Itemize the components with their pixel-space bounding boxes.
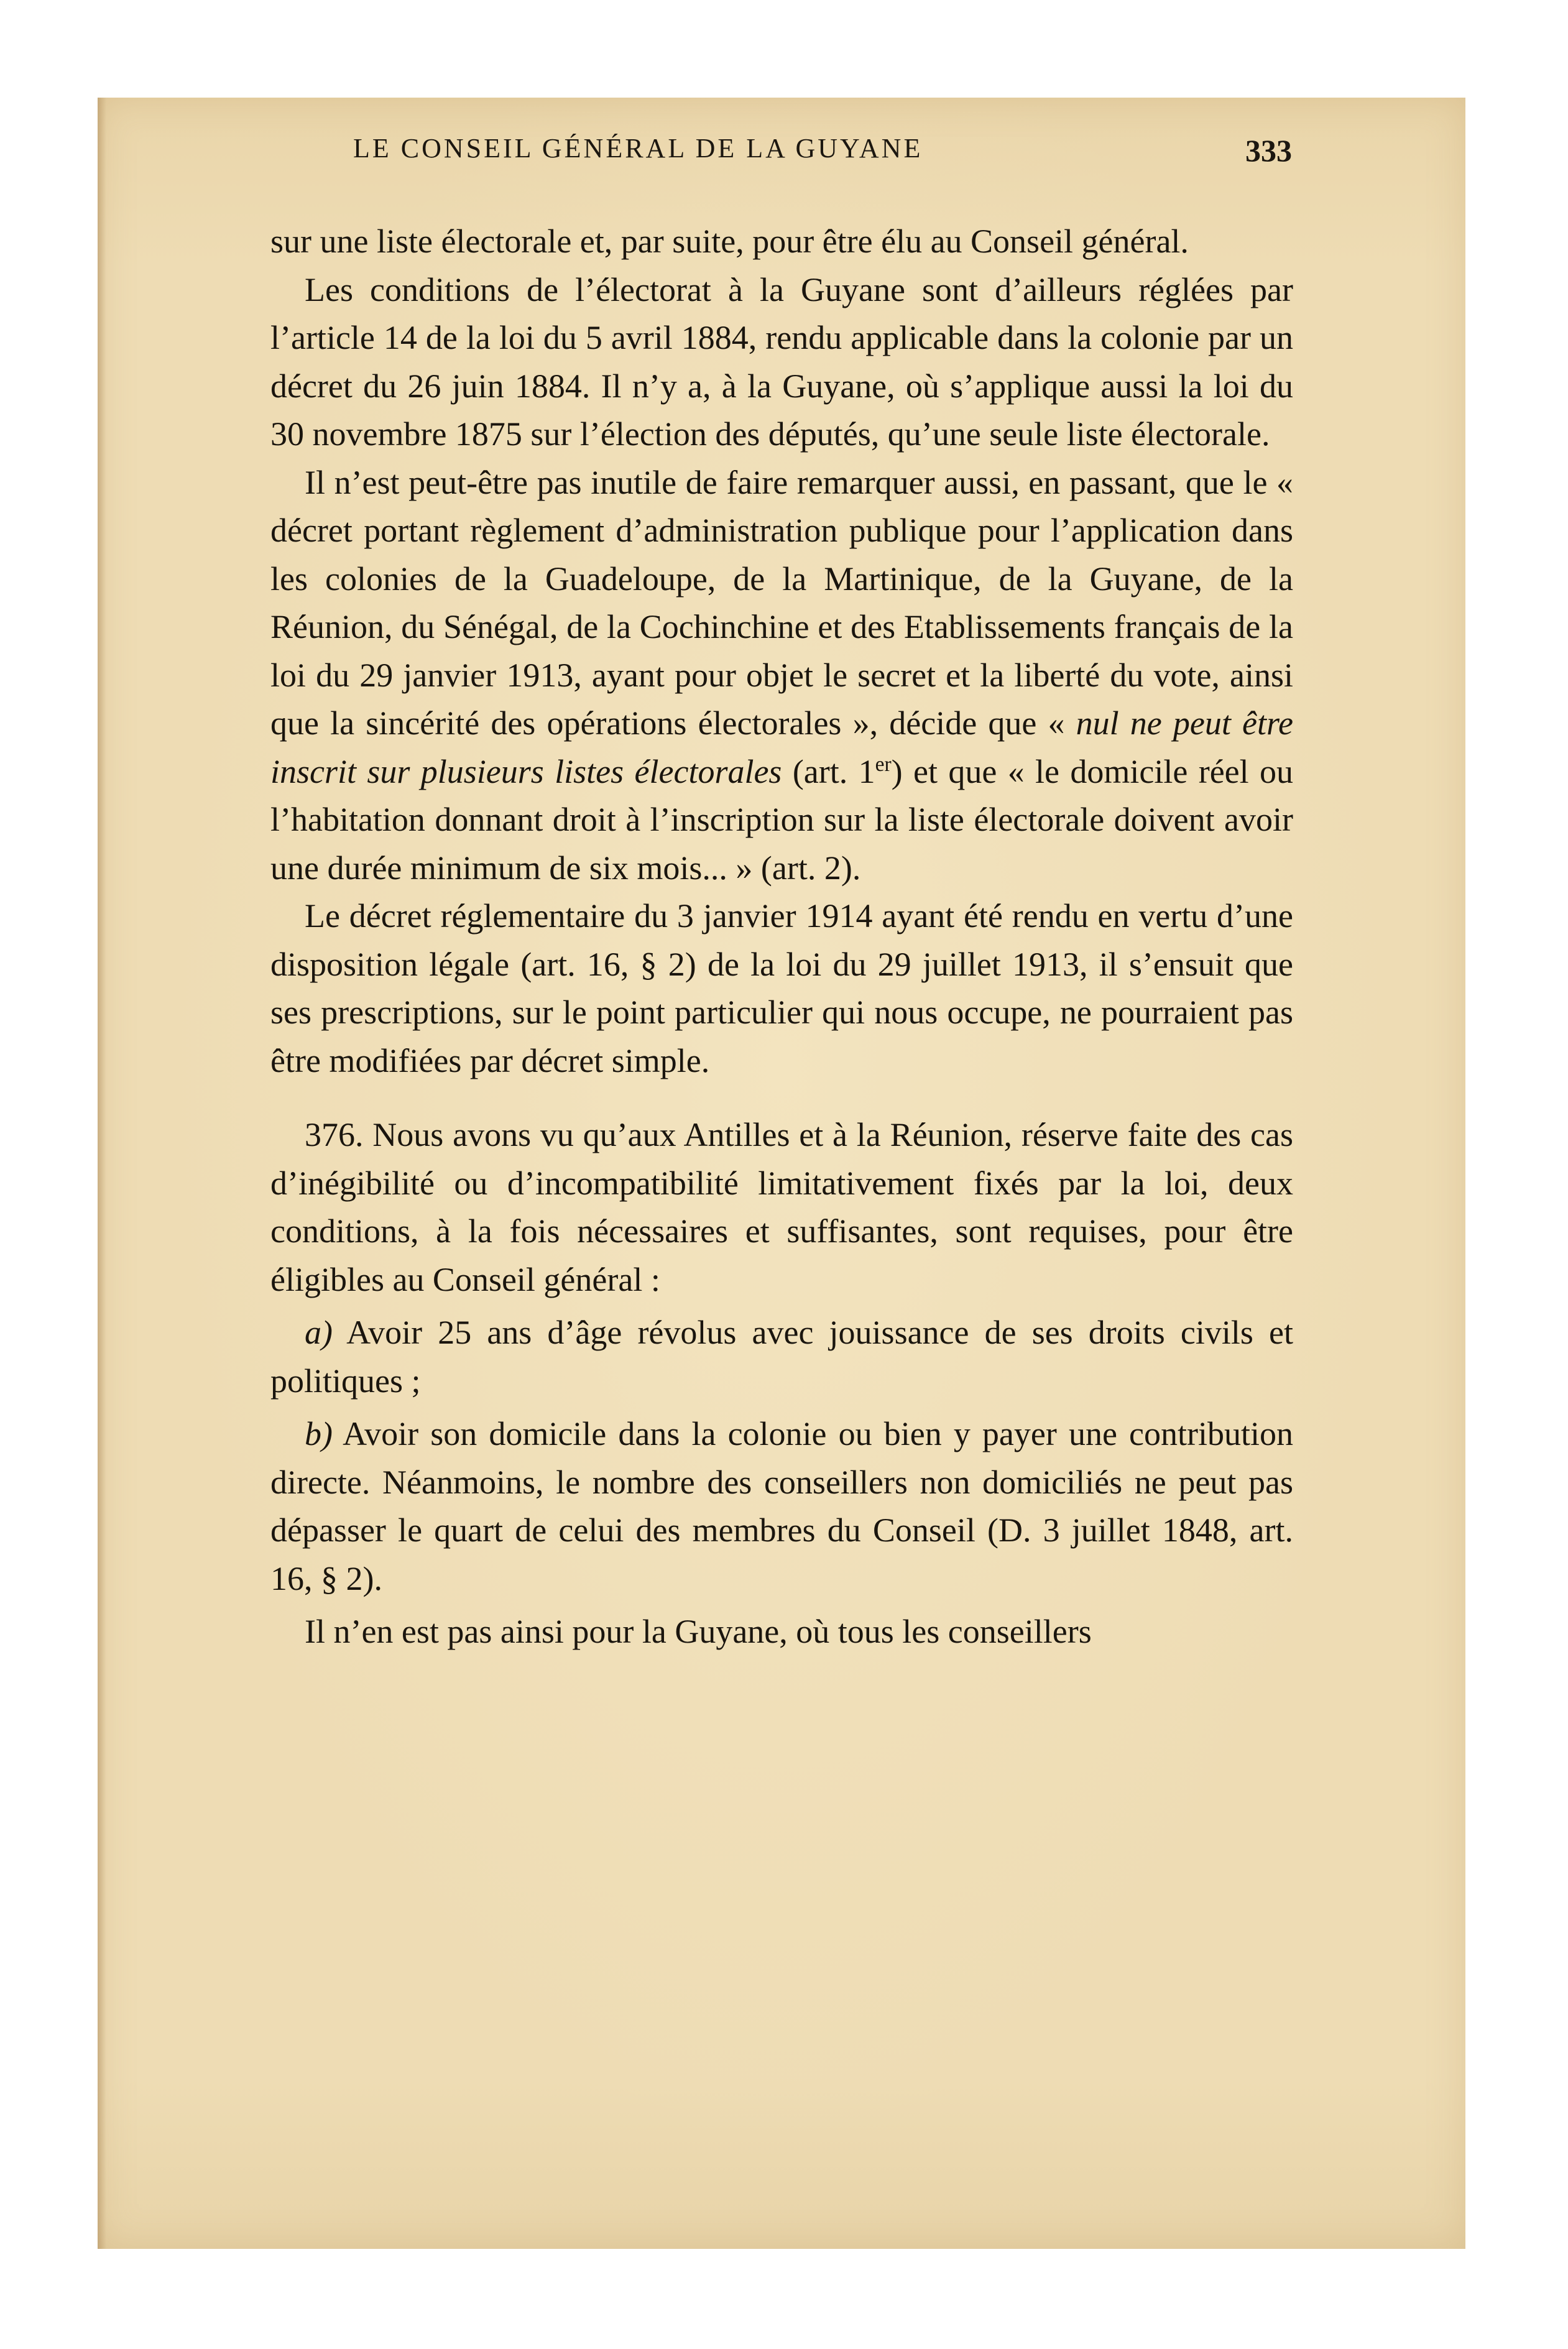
list-item-b-marker: b) — [305, 1415, 333, 1452]
page-header — [173, 132, 1292, 182]
body-text — [270, 218, 1293, 1656]
list-item-b — [270, 1410, 1293, 1603]
list-item-a-text: Avoir 25 ans d’âge révolus avec jouissance de ses droits civils et politiques ; — [270, 1314, 1293, 1400]
list-item-a-marker: a) — [305, 1314, 333, 1351]
paragraph-decret — [270, 459, 1293, 893]
running-head: LE CONSEIL GÉNÉRAL DE LA GUYANE — [353, 133, 923, 164]
paragraph-reglementaire: Le décret réglementaire du 3 janvier 1914 ayant été rendu en vertu d’une disposition légale (art. 16, § 2) de la loi du 29 juillet 1913, il s’ensuit que ses prescriptions, sur le point particulier qui nous occupe, ne pourraient pas être modifiées par décret simple. — [270, 897, 1293, 1079]
list-item-a — [270, 1309, 1293, 1405]
paragraph-376: 376. Nous avons vu qu’aux Antilles et à la Réunion, réserve faite des cas d’inégibilité ou d’incompatibilité limitativement fixés par la loi, deux conditions, à la fois nécessaires et suffisantes, sont requises, pour être éligibles au Conseil général : — [270, 1116, 1293, 1298]
paragraph-electorat: Les conditions de l’électorat à la Guyane sont d’ailleurs réglées par l’article 14 de la loi du 5 avril 1884, rendu applicable dans la colonie par un décret du 26 juin 1884. Il n’y a, à la Guyane, où s’applique aussi la loi du 30 novembre 1875 sur l’élection des députés, qu’une seule liste électorale. — [270, 270, 1293, 453]
page-spine-shadow — [98, 98, 106, 2249]
paragraph-guyane: Il n’en est pas ainsi pour la Guyane, où tous les conseillers — [305, 1613, 1092, 1650]
page-number: 333 — [1245, 133, 1292, 168]
paragraph-decret-text-3: ) et que « le domicile réel ou l’habitation donnant droit à l’inscription sur la liste électorale doivent avoir une durée minimum de six mois... » (art. 2). — [270, 752, 1294, 887]
paragraph-decret-italic-quote: nul ne peut être inscrit sur plusieurs listes électorales — [270, 704, 1294, 790]
list-item-b-text: Avoir son domicile dans la colonie ou bien y payer une contribution directe. Néanmoins, le nombre des conseillers non domiciliés ne peut pas dépasser le quart de celui des membres du Conseil (D. 3 juillet 1848, art. 16, § 2). — [270, 1415, 1293, 1597]
paragraph-decret-text-2: (art. 1 — [782, 752, 875, 790]
paragraph-decret-superscript: er — [875, 752, 892, 776]
paragraph-continuation: sur une liste électorale et, par suite, pour être élu au Conseil général. — [270, 223, 1189, 260]
paragraph-decret-text-1: Il n’est peut-être pas inutile de faire remarquer aussi, en passant, que le « décret portant règlement d’administration publique pour l’application dans les colonies de la Guadeloupe, de la Martinique, de la Guyane, de la Réunion, du Sénégal, de la Cochinchine et des Etablissements français de la loi du 29 janvier 1913, ayant pour objet le secret et la liberté du vote, ainsi que la sincérité des opérations électorales », décide que « — [270, 463, 1293, 742]
